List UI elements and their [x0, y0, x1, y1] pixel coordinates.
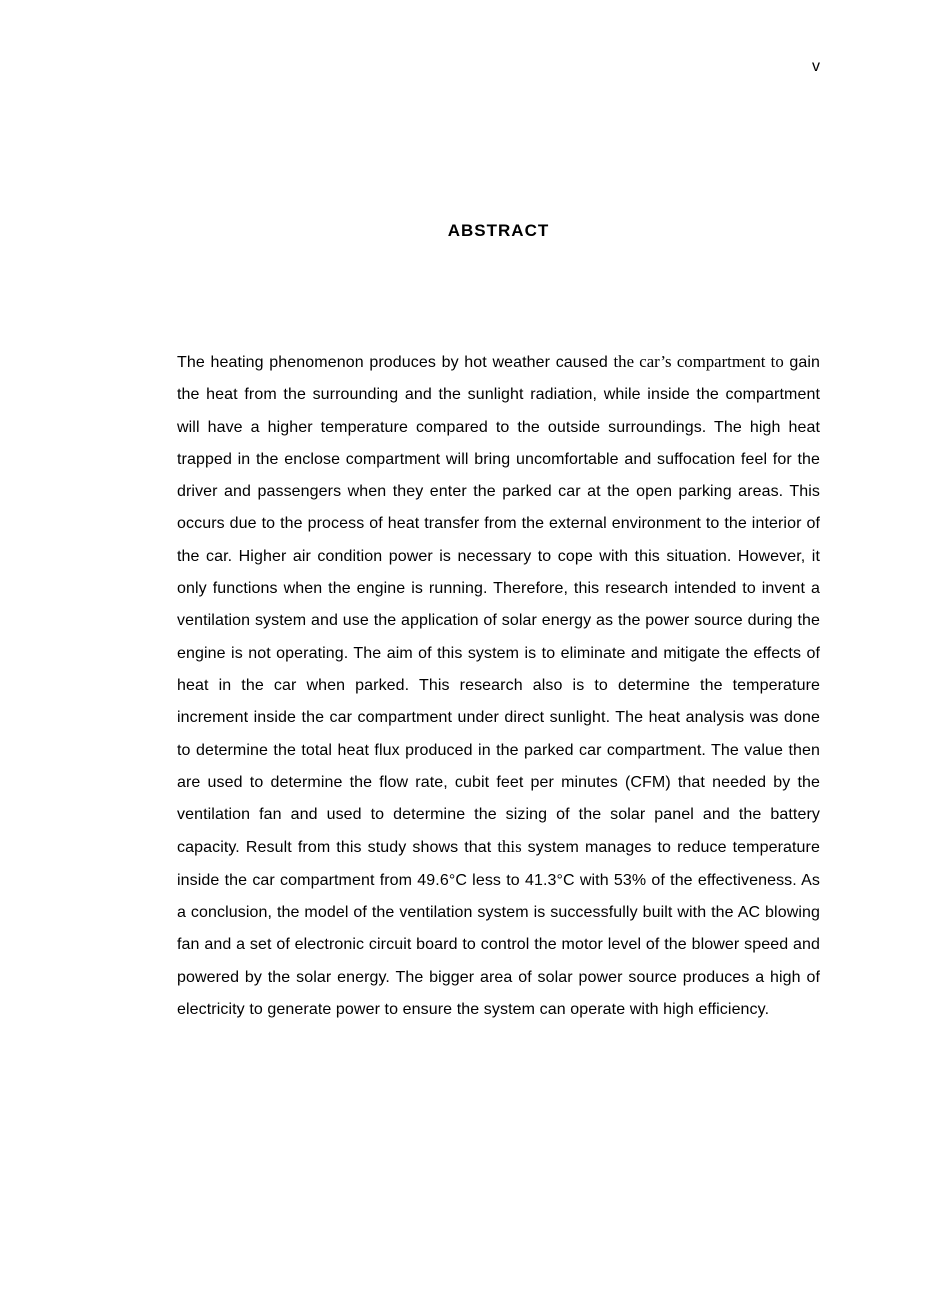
page-number: v — [812, 58, 820, 75]
abstract-heading: ABSTRACT — [447, 221, 550, 240]
paragraph-run-sans: system manages to reduce temperature inside the car compartment from 49.6°C less to 41.3°C with 53% of the effectiveness. As a conclusion, the model of the ventilation system is successfully built with the AC blowing fan and a set of electronic circuit board to control the motor level of the blower speed and powered by the solar energy. The bigger area of solar power source produces a high of electricity to generate power to ensure the system can operate with high efficiency. — [177, 839, 820, 1018]
abstract-paragraph — [177, 346, 820, 1026]
paragraph-run-sans: gain the heat from the surrounding and the sunlight radiation, while inside the compartment will have a higher temperature compared to the outside surroundings. The high heat trapped in the enclose compartment will bring uncomfortable and suffocation feel for the driver and passengers when they enter the parked car at the open parking areas. This occurs due to the process of heat transfer from the external environment to the interior of the car. Higher air condition power is necessary to cope with this situation. However, it only functions when the engine is running. Therefore, this research intended to invent a ventilation system and use the application of solar energy as the power source during the engine is not operating. The aim of this system is to eliminate and mitigate the effects of heat in the car when parked. This research also is to determine the temperature increment inside the car compartment under direct sunlight. The heat analysis was done to determine the total heat flux produced in the parked car compartment. The value then are used to determine the flow rate, cubit feet per minutes (CFM) that needed by the ventilation fan and used to determine the sizing of the solar panel and the battery capacity. Result from this study shows that — [177, 354, 820, 857]
paragraph-run-serif: this — [497, 837, 522, 857]
paragraph-run-sans: The heating phenomenon produces by hot weather caused — [177, 354, 614, 371]
paragraph-run-serif: the car’s compartment to — [613, 352, 784, 371]
